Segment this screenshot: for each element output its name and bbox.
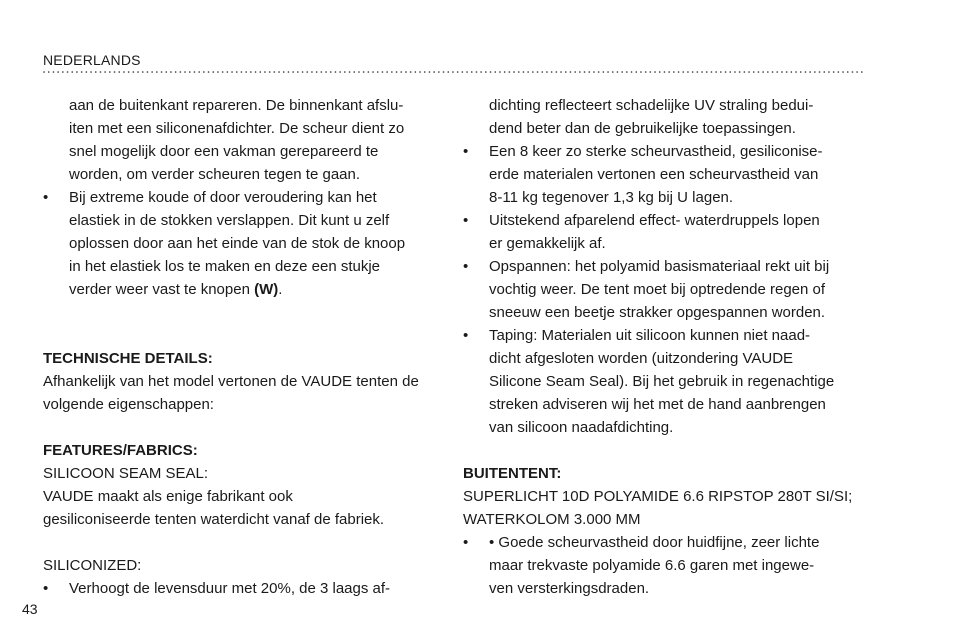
text-line: iten met een siliconenafdichter. De scheur dient zo: [69, 120, 405, 137]
dotted-divider: [43, 67, 865, 77]
text-line: elastiek in de stokken verslappen. Dit kunt u zelf: [69, 212, 390, 229]
bullet-item: [43, 577, 448, 600]
continued-paragraph: [463, 94, 865, 140]
left-column: [43, 94, 448, 600]
bullet-item: [43, 186, 448, 301]
text-line: 8-11 kg tegenover 1,3 kg bij U lagen.: [489, 189, 734, 206]
text-line: Silicone Seam Seal). Bij het gebruik in regenachtige: [489, 373, 835, 390]
section-heading-buitentent: BUITENTENT:: [463, 465, 562, 482]
text-line: worden, om verder scheuren tegen te gaan.: [69, 166, 361, 183]
text-line: maar trekvaste polyamide 6.6 garen met ingewe-: [489, 557, 815, 574]
bullet-icon: •: [43, 580, 49, 597]
text-line: snel mogelijk door een vakman gerepareerd te: [69, 143, 379, 160]
text-line: volgende eigenschappen:: [43, 396, 214, 413]
bullet-item: [463, 209, 865, 255]
bullet-icon: •: [43, 189, 49, 206]
bullet-item: [463, 324, 865, 439]
section-heading-features-fabrics: FEATURES/FABRICS:: [43, 442, 198, 459]
bullet-icon: •: [463, 258, 469, 275]
text-line: Uitstekend afparelend effect- waterdruppels lopen: [489, 212, 820, 229]
text-line: Opspannen: het polyamid basismateriaal rekt uit bij: [489, 258, 830, 275]
text-run: .: [278, 281, 283, 298]
text-line: Bij extreme koude of door veroudering kan het: [69, 189, 377, 206]
text-line: dichting reflecteert schadelijke UV straling bedui-: [489, 97, 814, 114]
text-line: dicht afgesloten worden (uitzondering VAUDE: [489, 350, 794, 367]
text-line: aan de buitenkant repareren. De binnenkant afslu-: [69, 97, 404, 114]
text-line: • Goede scheurvastheid door huidfijne, zeer lichte: [489, 534, 820, 551]
text-line: ven versterkingsdraden.: [489, 580, 650, 597]
text-line: vochtig weer. De tent moet bij optredende regen of: [489, 281, 826, 298]
text-line: erde materialen vertonen een scheurvastheid van: [489, 166, 819, 183]
right-column: [463, 94, 865, 600]
text-line: in het elastiek los te maken en deze een stukje: [69, 258, 381, 275]
bullet-icon: •: [463, 327, 469, 344]
text-line: streken adviseren wij het met de hand aanbrengen: [489, 396, 826, 413]
text-line: dend beter dan de gebruikelijke toepassingen.: [489, 120, 796, 137]
text-line: Afhankelijk van het model vertonen de VAUDE tenten de: [43, 373, 419, 390]
text-line: Een 8 keer zo sterke scheurvastheid, gesiliconise-: [489, 143, 823, 160]
language-header: NEDERLANDS: [43, 52, 141, 68]
text-line: [69, 278, 448, 301]
page-number: 43: [22, 601, 38, 617]
text-line: VAUDE maakt als enige fabrikant ook: [43, 488, 293, 505]
bullet-icon: •: [463, 534, 469, 551]
bullet-icon: •: [463, 212, 469, 229]
section-heading-technische-details: TECHNISCHE DETAILS:: [43, 350, 213, 367]
text-line: sneeuw een beetje strakker opgespannen worden.: [489, 304, 826, 321]
bullet-item: [463, 531, 865, 600]
text-run: verder weer vast te knopen: [69, 281, 255, 298]
figure-reference: (W): [254, 281, 279, 298]
bullet-item: [463, 255, 865, 324]
text-line: gesiliconiseerde tenten waterdicht vanaf de fabriek.: [43, 511, 385, 528]
subheading-siliconized: SILICONIZED:: [43, 557, 142, 574]
continued-paragraph: [43, 94, 448, 186]
text-line: oplossen door aan het einde van de stok de knoop: [69, 235, 406, 252]
bullet-icon: •: [463, 143, 469, 160]
text-line: van silicoon naadafdichting.: [489, 419, 674, 436]
text-line: er gemakkelijk af.: [489, 235, 606, 252]
text-line: SUPERLICHT 10D POLYAMIDE 6.6 RIPSTOP 280T SI/SI;: [463, 488, 853, 505]
text-line: WATERKOLOM 3.000 MM: [463, 511, 641, 528]
text-line: Taping: Materialen uit silicoon kunnen niet naad-: [489, 327, 811, 344]
text-line: Verhoogt de levensduur met 20%, de 3 laags af-: [69, 580, 391, 597]
bullet-item: [463, 140, 865, 209]
text-line: SILICOON SEAM SEAL:: [43, 465, 209, 482]
